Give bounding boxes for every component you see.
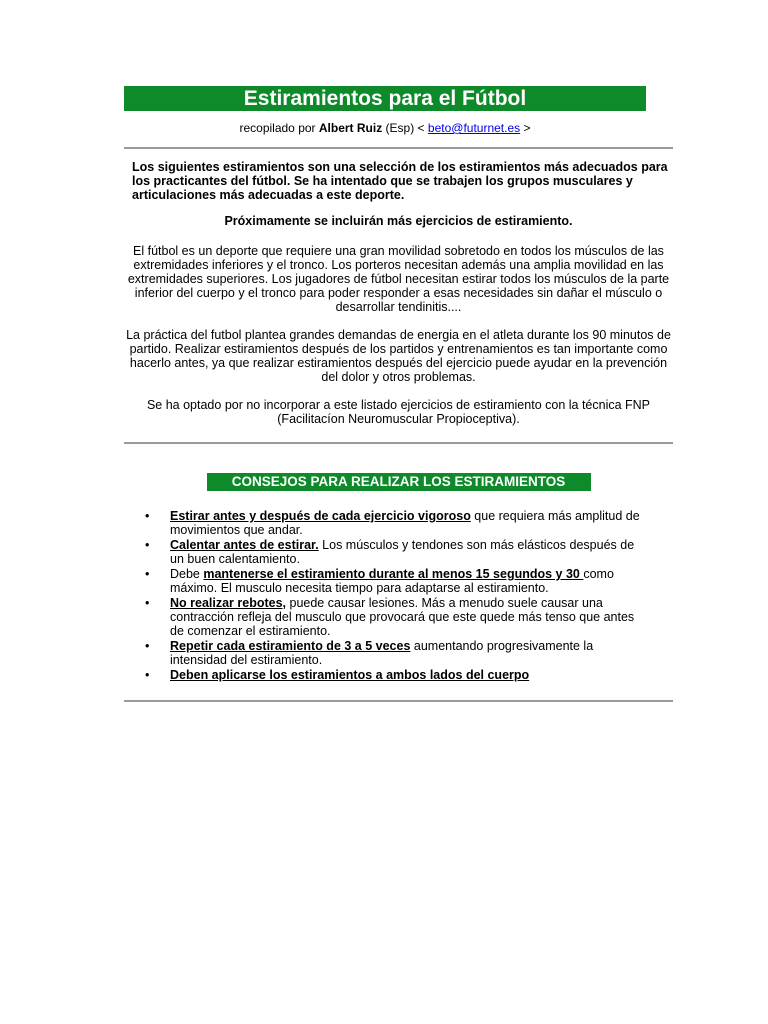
tip-emphasis: Repetir cada estiramiento de 3 a 5 veces [170, 639, 411, 653]
bullet: • [145, 596, 150, 610]
bullet: • [145, 567, 150, 581]
byline-prefix: recopilado por [239, 121, 319, 135]
tip-text: que requiera más amplitud de movimientos que andar. [170, 509, 640, 537]
list-item [145, 538, 640, 566]
document-page [124, 86, 673, 702]
coming-soon-text: Próximamente se incluirán más ejercicios de estiramiento. [224, 214, 573, 228]
intro-text: Los siguientes estiramientos son una selección de los estiramientos más adecuados para los practicantes del fútbol. Se ha intentado que se trabajen los grupos musculares y articulaciones más adecuadas a este deporte. [132, 160, 668, 202]
byline-suffix: > [520, 121, 531, 135]
list-item [145, 668, 640, 682]
tip-emphasis: Deben aplicarse los estiramientos a ambos lados del cuerpo [170, 668, 530, 682]
tip-prefix: Debe [170, 567, 204, 581]
list-item [145, 639, 640, 667]
tip-text: Los músculos y tendones son más elásticos después de un buen calentamiento. [170, 538, 635, 566]
page-title: Estiramientos para el Fútbol [124, 86, 646, 111]
email-link[interactable]: beto@futurnet.es [427, 121, 521, 135]
divider-middle [124, 442, 673, 444]
divider-bottom [124, 700, 673, 702]
tip-text: como máximo. El musculo necesita tiempo para adaptarse al estiramiento. [170, 567, 614, 595]
tip-text: aumentando progresivamente la intensidad del estiramiento. [170, 639, 594, 667]
section-title: CONSEJOS PARA REALIZAR LOS ESTIRAMIENTOS [207, 473, 591, 491]
list-item [145, 596, 640, 638]
tip-emphasis: Calentar antes de estirar. [170, 538, 319, 552]
tips-list [124, 509, 673, 682]
tip-emphasis: Estirar antes y después de cada ejercicio vigoroso [170, 509, 471, 523]
list-item [145, 567, 640, 595]
bullet: • [145, 668, 150, 682]
tip-emphasis: No realizar rebotes, [170, 596, 287, 610]
tip-text: puede causar lesiones. Más a menudo suele causar una contracción refleja del musculo que provocará que este quede más tenso que antes de comenzar el estiramiento. [170, 596, 635, 638]
byline-author: Albert Ruiz [318, 121, 383, 135]
byline-mid: (Esp) < [382, 121, 428, 135]
list-item [145, 509, 640, 537]
paragraph-fnp: Se ha optado por no incorporar a este listado ejercicios de estiramiento con la técnica FNP (Facilitacíon Neuromuscular Propioceptiva). [146, 398, 651, 426]
section-header-wrap [124, 473, 673, 491]
bullet: • [145, 538, 150, 552]
paragraph-mobility: El fútbol es un deporte que requiere una gran movilidad sobretodo en todos los músculos de las extremidades inferiores y el tronco. Los porteros necesitan además una amplia movilidad en las extremidades superiores. Los jugadores de fútbol necesitan estirar todos los músculos de la parte inferior del cuerpo y el tronco para poder responder a esas necesidades sin dañar el músculo o desarrollar tendinitis.... [127, 244, 670, 314]
byline [124, 121, 646, 135]
paragraph-energy: La práctica del futbol plantea grandes demandas de energia en el atleta durante los 90 minutos de partido. Realizar estiramientos después de los partidos y entrenamientos es tan importante como hacerlo antes, ya que realizar estiramientos después del ejercicio puede ayudar en la prevención del dolor y otros problemas. [126, 328, 671, 384]
bullet: • [145, 509, 150, 523]
divider-top [124, 147, 673, 149]
tip-emphasis: mantenerse el estiramiento durante al menos 15 segundos y 30 [203, 567, 584, 581]
bullet: • [145, 639, 150, 653]
